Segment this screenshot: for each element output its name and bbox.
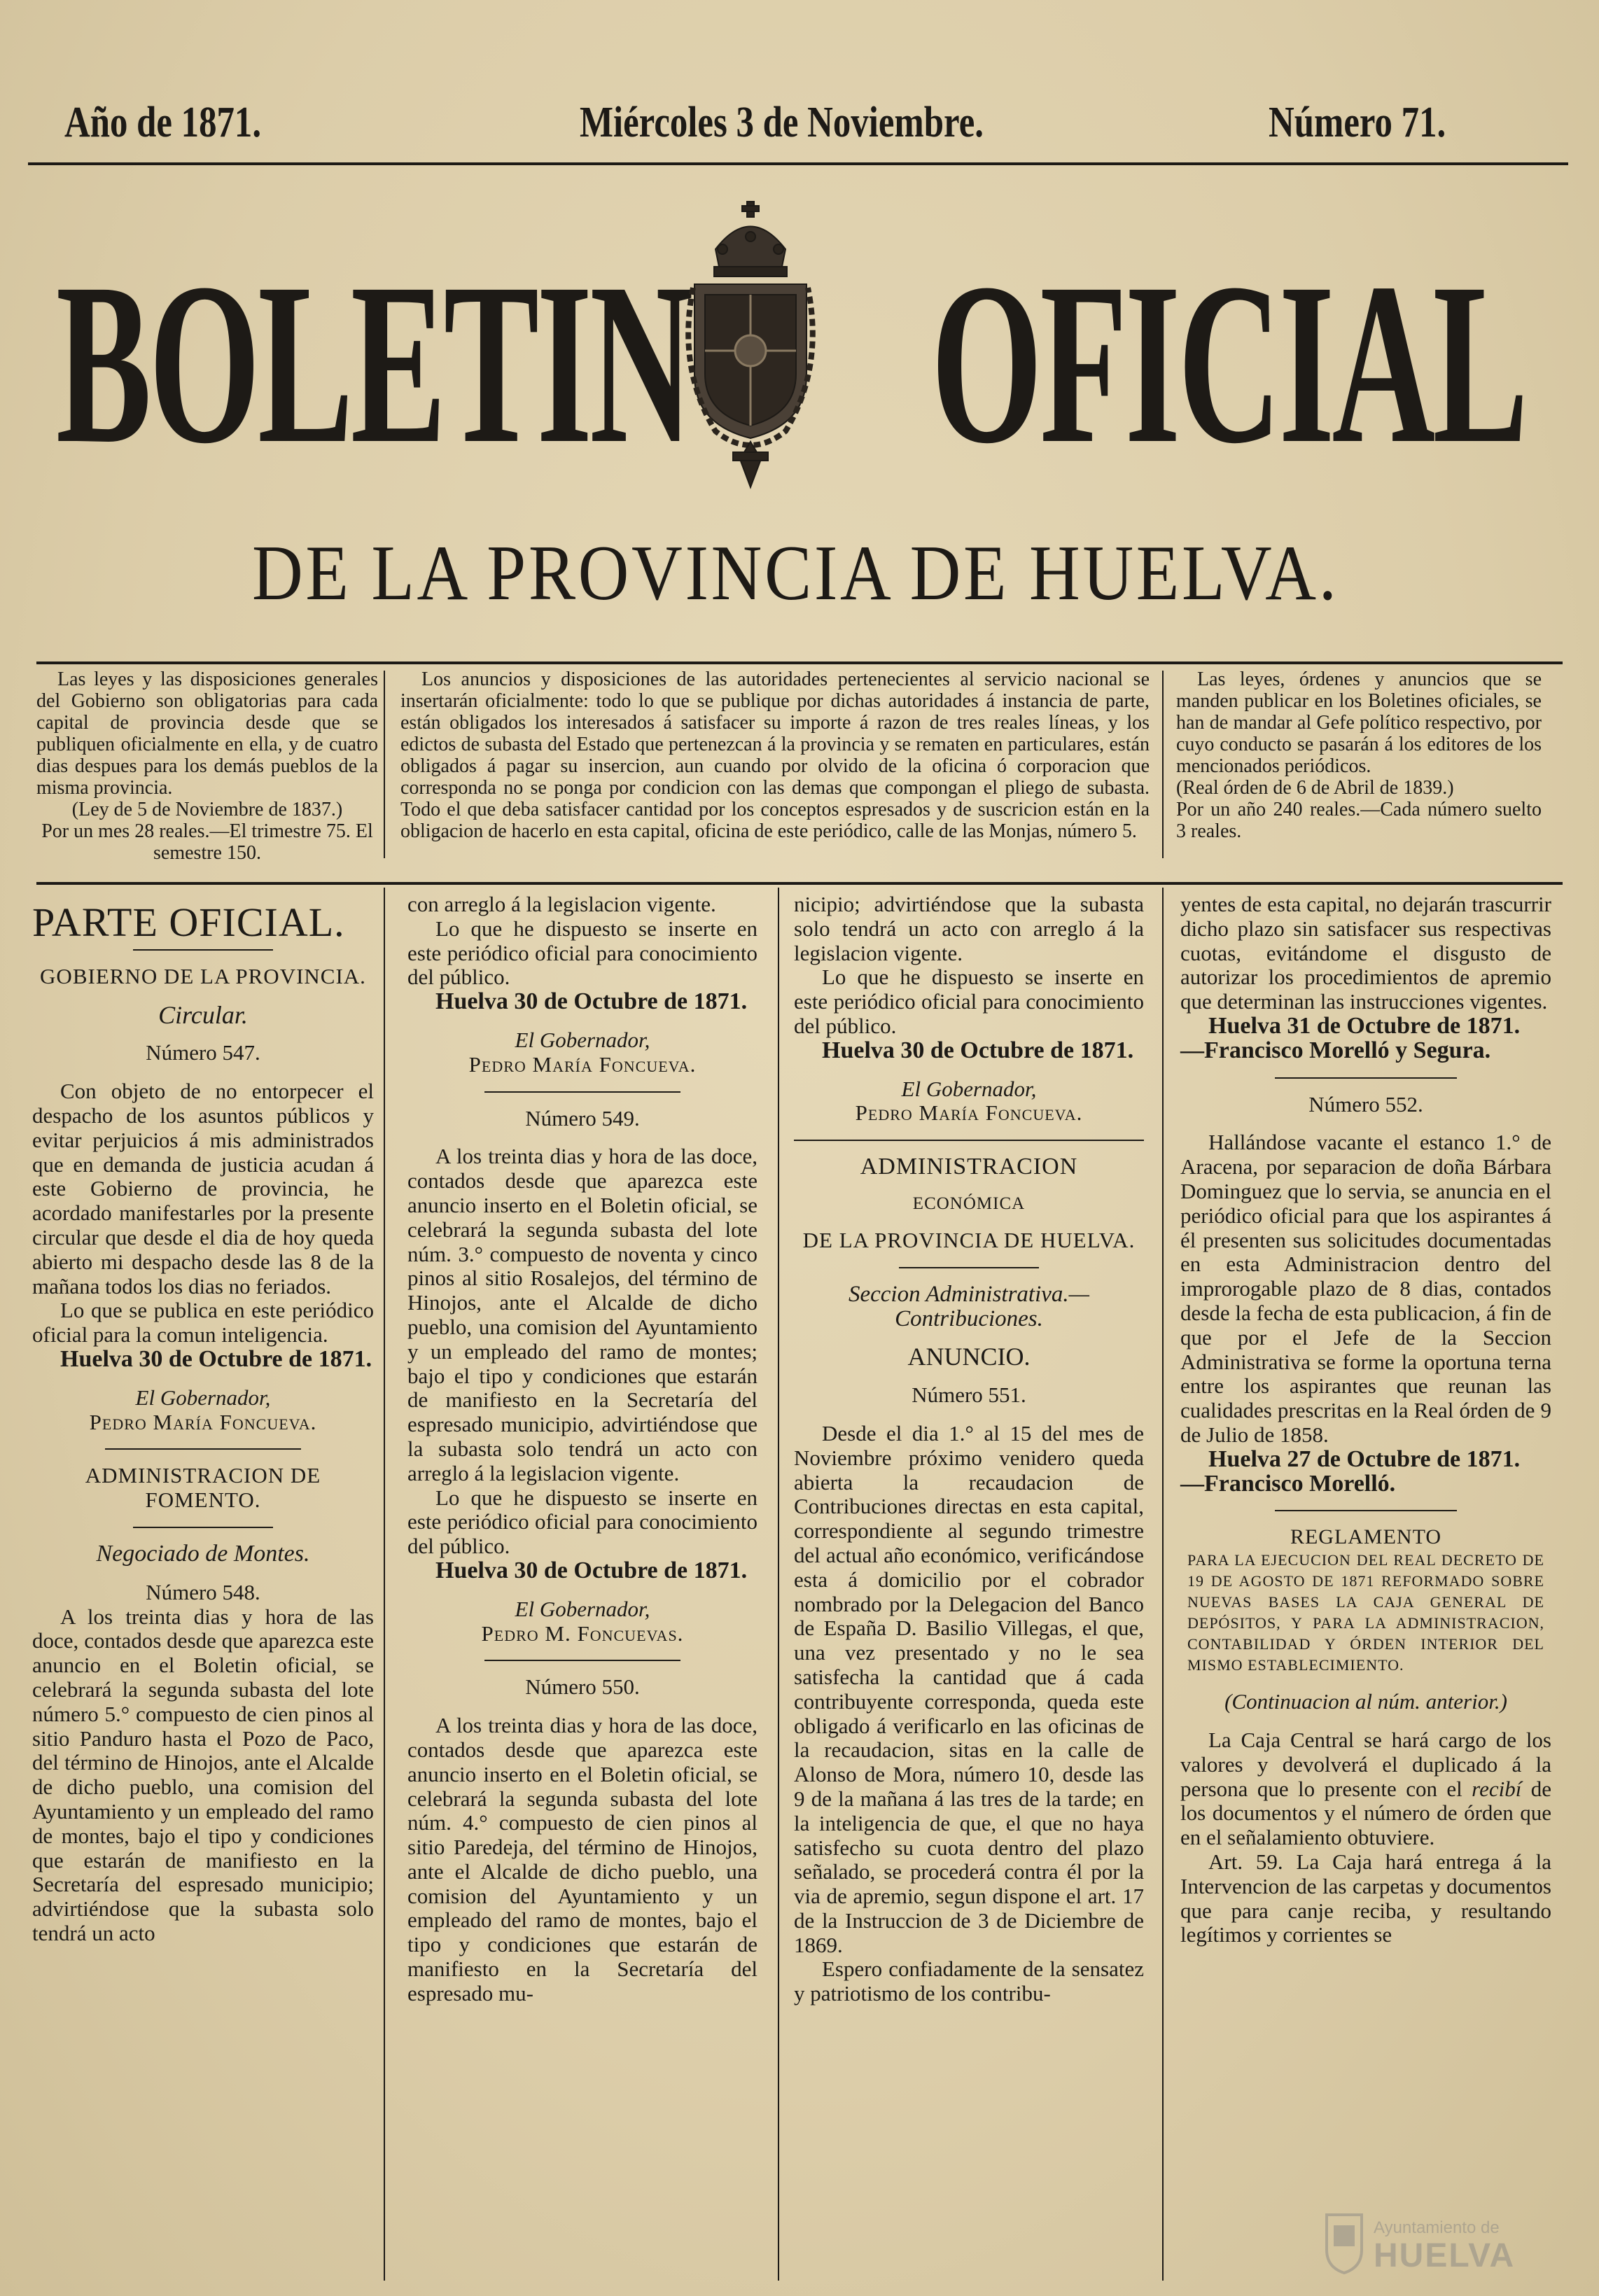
notice-550-body: A los treinta dias y hora de las doce, contados desde que aparezca este anuncio inserto en el Boletin oficial, se celebrará la segunda subasta del lote núm. 4.° compuesto de cien pinos al sitio Paredeja, del término de Hinojos, ante el Alcalde de dicho pueblo, una comision del Ayuntamiento y un empleado del ramo de montes, bajo el tipo y condiciones que estarán de manifiesto en la Secretaría del espresado mu- — [407, 1713, 757, 2005]
city-shield-icon — [1323, 2211, 1365, 2274]
heading-montes: Negociado de Montes. — [96, 1540, 310, 1567]
column-3 — [794, 892, 1144, 2006]
header-rule — [28, 162, 1568, 165]
signature-label: El Gobernador, — [135, 1385, 271, 1410]
heading-economica: ECONÓMICA — [912, 1194, 1026, 1213]
notice-551-date: Huelva 31 de Octubre de 1871. — [1208, 1012, 1521, 1039]
continuacion-note: (Continuacion al núm. anterior.) — [1224, 1689, 1507, 1714]
section-title-parte-oficial: PARTE OFICIAL. — [32, 899, 345, 945]
masthead-rule — [36, 662, 1563, 664]
info-divider-right — [1162, 671, 1164, 858]
notice-548-date: Huelva 30 de Octubre de 1871. — [435, 988, 748, 1015]
divider — [133, 949, 273, 951]
divider — [484, 1660, 680, 1661]
info-left-prices: Por un mes 28 reales.—El trimestre 75. El semestre 150. — [41, 820, 373, 864]
caja-paragraph: La Caja Central se hará cargo de los valores y devolverá el duplicado á la persona que lo presente con el recibí de los documentos y el número de órden que en el señalamiento obtuviere. — [1180, 1727, 1552, 1850]
notice-551-signature: —Francisco Morelló y Segura. — [1180, 1037, 1491, 1063]
info-left — [36, 668, 378, 864]
notice-number-549: Número 549. — [525, 1105, 640, 1130]
signature-name: Pedro M. Foncuevas. — [481, 1620, 684, 1646]
info-left-text: Las leyes y las disposiciones generales del Gobierno son obligatorias para cada capital de provincia desde que se publiquen oficialmente en ella, y de cuatro dias despues para los demás pueblos de la misma provincia. — [36, 668, 378, 799]
notice-number-547: Número 547. — [146, 1040, 260, 1065]
column-2 — [407, 892, 757, 2006]
columns-top-rule — [36, 882, 1563, 885]
info-right-order: (Real órden de 6 de Abril de 1839.) — [1176, 777, 1454, 799]
issue-date: Miércoles 3 de Noviembre. — [580, 99, 984, 146]
watermark-line2: HUELVA — [1374, 2237, 1516, 2274]
notice-549-body: A los treinta dias y hora de las doce, contados desde que aparezca este anuncio inserto en el Boletin oficial, se celebrará la segunda subasta del lote núm. 3.° compuesto de noventa y cinco pinos al sitio Rosalejos, del término de Hinojos, ante el Alcalde de dicho pueblo, una comision del Ayuntamiento y un empleado del ramo de montes; bajo el tipo y condiciones que estarán de manifiesto en la Secretaría del espresado municipio, advirtiéndose que la subasta solo tendrá un acto con arreglo á la legislacion vigente. — [407, 1144, 757, 1485]
column-divider-2 — [778, 888, 779, 2281]
divider — [794, 1140, 1144, 1141]
issue-number: Número 71. — [1269, 99, 1446, 146]
issue-year: Año de 1871. — [64, 99, 262, 146]
heading-administracion: ADMINISTRACION — [860, 1154, 1078, 1180]
article-59: Art. 59. La Caja hará entrega á la Intervencion de las carpetas y documentos que para canje reciba, y resultando legítimos y corrientes se — [1180, 1849, 1551, 1947]
royal-coat-of-arms-icon — [673, 200, 828, 494]
column-1 — [32, 892, 374, 1946]
archive-watermark — [1323, 2208, 1554, 2278]
notice-548-body-end: con arreglo á la legislacion vigente. — [407, 892, 716, 916]
notice-552-body: Hallándose vacante el estanco 1.° de Aracena, por separacion de doña Bárbara Dominguez que lo servia, se anuncia en el periódico oficial para que los aspirantes á él presenten sus solicitudes documentadas en esta Administracion dentro del improrogable plazo de 8 dias, contados desde la fecha de esta publicacion, á fin de que por el Jefe de la Seccion Administrativa se forme la oportuna terna entre los aspirantes que reunan las cualidades prescritas en la Real órden de 9 de Julio de 1858. — [1180, 1130, 1551, 1447]
notice-549-publish: Lo que he dispuesto se inserte en este periódico oficial para conocimiento del público. — [407, 1485, 757, 1559]
info-right-prices: Por un año 240 reales.—Cada número suelto 3 reales. — [1176, 799, 1542, 842]
notice-550-body-end: nicipio; advirtiéndose que la subasta solo tendrá un acto con arreglo á la legislacion vigente. — [794, 892, 1144, 965]
heading-gobierno: GOBIERNO DE LA PROVINCIA. — [40, 963, 366, 988]
signature-name: Pedro María Foncueva. — [855, 1100, 1083, 1126]
notice-549-date: Huelva 30 de Octubre de 1871. — [435, 1557, 748, 1583]
column-4 — [1180, 892, 1551, 1947]
heading-seccion: Seccion Administrativa.—Contribuciones. — [848, 1281, 1090, 1331]
divider — [1275, 1077, 1457, 1079]
notice-551-body: Desde el dia 1.° al 15 del mes de Noviembre próximo venidero queda abierta la recaudacion de Contribuciones directas en esta capital, correspondiente al segundo trimestre del actual año económico, verificándose esta á domicilio por el cobrador nombrado por la Delegacion del Banco de España D. Basilio Villegas, el que, una vez presentado y no le sea satisfecha la cantidad que á cada contribuyente corresponda, queda este obligado á verificarlo en las oficinas de la recaudacion, sitas en la calle de Alonso de Mora, número 10, desde las 9 de la mañana á las tres de la tarde; en la inteligencia de que, el que no haya satisfecho su cuota dentro del plazo señalado, se procederá contra él por la via de apremio, segun dispone el art. 17 de la Instruccion de 3 de Diciembre de 1869. — [794, 1420, 1144, 1957]
divider — [1275, 1510, 1457, 1511]
heading-provincia: DE LA PROVINCIA DE HUELVA. — [802, 1227, 1136, 1252]
notice-number-551: Número 551. — [912, 1382, 1026, 1408]
notice-number-548: Número 548. — [146, 1579, 260, 1604]
notice-number-552: Número 552. — [1308, 1091, 1423, 1116]
signature-label: El Gobernador, — [515, 1027, 650, 1052]
notice-548-body: A los treinta dias y hora de las doce, contados desde que aparezca este anuncio en el Boletin oficial, se celebrará la segunda subasta del lote número 5.° compuesto de cien pinos al sitio Panduro hasta el Pozo de Paco, del término de Hinojos, ante el Alcalde de dicho pueblo, una comision del Ayuntamiento y un empleado del ramo de montes, bajo el tipo y condiciones que estarán de manifiesto en la Secretaría del espresado municipio; advirtiéndose que la subasta solo tendrá un acto — [32, 1604, 374, 1945]
info-divider-left — [384, 671, 385, 858]
info-middle-text: Los anuncios y disposiciones de las autoridades pertenecientes al servicio nacional se insertarán oficialmente: todo lo que se publique por dichas autoridades á instancia de parte, están obligados los interesados á satisfacer su importe á razon de tres reales líneas, y los edictos de subasta del Estado que pertenezcan á la provincia y se rematen en particulares, están obligados á pagar su insercion, aun cuando por olvido de la oficina ó corporacion que corresponda no se ponga por condicion con las demas que compongan el pliego de subasta. Todo el que deba satisfacer cantidad por los conceptos espresados y de suscricion están en la obligacion de hacerlo en esta capital, oficina de este periódico, calle de las Monjas, número 5. — [400, 668, 1150, 842]
reglamento-subtitle: PARA LA EJECUCION DEL REAL DECRETO DE 19 DE AGOSTO DE 1871 REFORMADO SOBRE NUEVAS BASES LA CAJA GENERAL DE DEPÓSITOS, Y PARA LA ADMINISTRACION, CONTABILIDAD Y ÓRDEN INTERIOR DEL MISMO ESTABLECIMIENTO. — [1187, 1551, 1544, 1674]
notice-547-body: Con objeto de no entorpecer el despacho de los asuntos públicos y evitar perjuicios á mis administrados que en demanda de justicia acudan á este Gobierno de provincia, he acordado manifestarles por la presente circular que desde el dia de hoy queda abierto mi despacho desde las 8 de la mañana todos los dias no feriados. — [32, 1079, 374, 1298]
signature-name: Pedro María Foncueva. — [89, 1409, 317, 1434]
notice-551-body-end: yentes de esta capital, no dejarán trascurrir dicho plazo sin satisfacer sus respectivas cuotas, evitándome el disgusto de autorizar los procedimientos de apremio que determinan las instrucciones vigentes. — [1180, 892, 1551, 1014]
column-divider-1 — [384, 888, 385, 2281]
heading-circular: Circular. — [158, 1000, 248, 1029]
signature-label: El Gobernador, — [901, 1076, 1037, 1101]
heading-fomento: ADMINISTRACION DE FOMENTO. — [85, 1463, 321, 1513]
notice-548-publish: Lo que he dispuesto se inserte en este periódico oficial para conocimiento del público. — [407, 916, 757, 990]
info-right-text: Las leyes, órdenes y anuncios que se manden publicar en los Boletines oficiales, se han de mandar al Gefe político respectivo, por cuyo conducto se pasarán á los editores de los mencionados periódicos. — [1176, 668, 1542, 777]
watermark-line1: Ayuntamiento de — [1374, 2218, 1500, 2237]
masthead-left-word: BOLETIN — [56, 236, 691, 491]
notice-number-550: Número 550. — [525, 1674, 640, 1700]
notice-552-date: Huelva 27 de Octubre de 1871. — [1208, 1446, 1521, 1472]
signature-label: El Gobernador, — [515, 1596, 650, 1621]
signature-name: Pedro María Foncueva. — [468, 1051, 697, 1077]
divider — [133, 1527, 273, 1528]
notice-552-signature: —Francisco Morelló. — [1180, 1470, 1396, 1497]
heading-anuncio: ANUNCIO. — [907, 1343, 1031, 1371]
masthead-subtitle: DE LA PROVINCIA DE HUELVA. — [252, 530, 1339, 617]
notice-550-date: Huelva 30 de Octubre de 1871. — [822, 1037, 1134, 1063]
notice-551-body-b: Espero confiadamente de la sensatez y patriotismo de los contribu- — [794, 1956, 1144, 2006]
divider — [484, 1091, 680, 1093]
info-left-law: (Ley de 5 de Noviembre de 1837.) — [71, 799, 343, 820]
info-middle — [400, 668, 1150, 842]
notice-550-publish: Lo que he dispuesto se inserte en este periódico oficial para conocimiento del público. — [794, 965, 1144, 1038]
divider — [105, 1448, 301, 1450]
notice-547-publish: Lo que se publica en este periódico oficial para la comun inteligencia. — [32, 1298, 374, 1348]
masthead-right-word: OFICIAL — [931, 236, 1526, 491]
column-divider-3 — [1162, 888, 1164, 2281]
notice-547-date: Huelva 30 de Octubre de 1871. — [60, 1345, 372, 1372]
divider — [899, 1267, 1039, 1268]
heading-reglamento: REGLAMENTO — [1290, 1525, 1442, 1549]
info-right — [1176, 668, 1542, 842]
